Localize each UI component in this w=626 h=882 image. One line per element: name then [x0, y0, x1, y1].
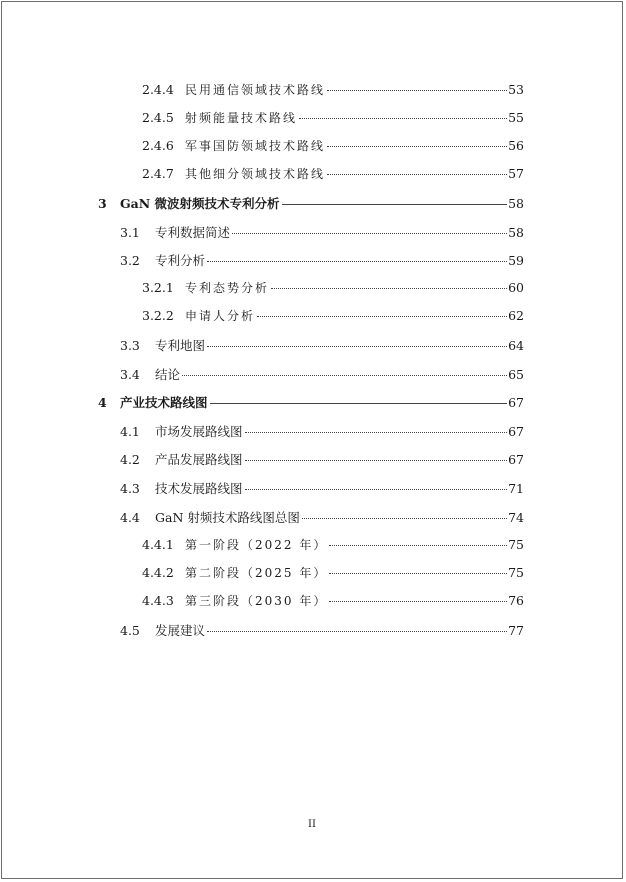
toc-leader: [302, 518, 507, 519]
toc-entry-title: GaN 微波射频技术专利分析: [120, 196, 280, 211]
toc-entry-page: 62: [508, 308, 524, 323]
toc-entry[interactable]: [120, 251, 524, 269]
toc-leader: [329, 545, 507, 546]
toc-leader: [282, 204, 508, 205]
toc-entry-number: 3.3: [120, 338, 140, 353]
toc-entry-title: 专利地图: [155, 338, 206, 353]
toc-entry-number: 3.4: [120, 367, 140, 382]
toc-entry-page: 65: [508, 367, 524, 382]
toc-entry-page: 77: [508, 623, 524, 638]
toc-entry-title: 发展建议: [155, 623, 206, 638]
toc-entry[interactable]: [120, 450, 524, 468]
document-page: [1, 1, 623, 879]
toc-entry-title: 产业技术路线图: [120, 395, 208, 410]
toc-entry-title: 军事国防领域技术路线: [185, 139, 326, 153]
toc-leader: [210, 403, 508, 404]
toc-entry-page: 60: [508, 280, 524, 295]
toc-entry-number: 4: [98, 395, 107, 410]
toc-entry-page: 53: [508, 82, 524, 97]
toc-leader: [257, 316, 507, 317]
toc-entry-title: 第三阶段（2030 年）: [185, 594, 328, 608]
toc-entry-title: 专利分析: [155, 253, 206, 268]
toc-leader: [207, 261, 507, 262]
toc-entry-number: 4.4.3: [142, 593, 174, 608]
toc-entry-title: 民用通信领域技术路线: [185, 83, 326, 97]
toc-entry[interactable]: [142, 536, 524, 553]
toc-leader: [299, 118, 507, 119]
toc-leader: [329, 601, 507, 602]
toc-entry-page: 67: [508, 452, 524, 467]
toc-entry[interactable]: [120, 508, 524, 526]
toc-entry-title: 专利数据简述: [155, 225, 231, 240]
toc-entry[interactable]: [142, 279, 524, 296]
toc-entry-title: 市场发展路线图: [155, 424, 243, 439]
toc-entry-page: 76: [508, 593, 524, 608]
toc-leader: [271, 288, 507, 289]
toc-entry[interactable]: [98, 194, 524, 212]
toc-entry-page: 67: [508, 395, 524, 410]
toc-leader: [327, 90, 507, 91]
toc-entry[interactable]: [120, 223, 524, 241]
toc-entry-page: 58: [508, 196, 524, 211]
toc-leader: [245, 489, 508, 490]
toc-entry-title: 结论: [155, 367, 181, 382]
toc-leader: [245, 460, 508, 461]
toc-entry[interactable]: [142, 109, 524, 126]
toc-entry-number: 4.1: [120, 424, 140, 439]
toc-entry-title: GaN 射频技术路线图总图: [155, 510, 300, 525]
toc-entry-page: 74: [508, 510, 524, 525]
toc-entry[interactable]: [120, 422, 524, 440]
toc-leader: [329, 573, 507, 574]
toc-entry[interactable]: [120, 479, 524, 497]
toc-entry-page: 56: [508, 138, 524, 153]
toc-entry-number: 4.2: [120, 452, 140, 467]
toc-entry-title: 第一阶段（2022 年）: [185, 538, 328, 552]
toc-entry-page: 57: [508, 166, 524, 181]
toc-leader: [327, 146, 507, 147]
toc-leader: [232, 233, 507, 234]
toc-entry[interactable]: [142, 137, 524, 154]
toc-entry-title: 射频能量技术路线: [185, 111, 298, 125]
toc-entry-title: 其他细分领域技术路线: [185, 167, 326, 181]
toc-entry-number: 3.2: [120, 253, 140, 268]
toc-entry[interactable]: [142, 81, 524, 98]
toc-leader: [182, 375, 507, 376]
toc-entry-number: 3.2.1: [142, 280, 174, 295]
toc-entry-title: 技术发展路线图: [155, 481, 243, 496]
toc-entry-number: 3.2.2: [142, 308, 174, 323]
toc-entry[interactable]: [142, 307, 524, 324]
toc-entry[interactable]: [142, 592, 524, 609]
toc-entry[interactable]: [98, 393, 524, 411]
toc-entry-number: 4.4.1: [142, 537, 174, 552]
toc-entry-number: 4.4.2: [142, 565, 174, 580]
toc-entry-title: 专利态势分析: [185, 281, 270, 295]
page-footer-number: II: [308, 819, 316, 830]
toc-entry[interactable]: [120, 365, 524, 383]
toc-entry-page: 71: [508, 481, 524, 496]
toc-leader: [245, 432, 508, 433]
toc-entry-page: 58: [508, 225, 524, 240]
toc-entry-title: 第二阶段（2025 年）: [185, 566, 328, 580]
toc-entry-page: 59: [508, 253, 524, 268]
toc-leader: [327, 174, 507, 175]
toc-entry-title: 产品发展路线图: [155, 452, 243, 467]
toc-leader: [207, 631, 507, 632]
toc-entry-number: 2.4.4: [142, 82, 174, 97]
toc-entry-page: 64: [508, 338, 524, 353]
toc-entry-number: 2.4.5: [142, 110, 174, 125]
toc-entry-page: 75: [508, 537, 524, 552]
toc-entry-page: 67: [508, 424, 524, 439]
toc-entry-number: 2.4.6: [142, 138, 174, 153]
toc-entry[interactable]: [120, 621, 524, 639]
toc-leader: [207, 346, 507, 347]
toc-entry-number: 4.4: [120, 510, 140, 525]
toc-entry[interactable]: [142, 564, 524, 581]
toc-entry-number: 3.1: [120, 225, 140, 240]
toc-entry[interactable]: [142, 165, 524, 182]
toc-entry-page: 75: [508, 565, 524, 580]
toc-entry-number: 3: [98, 196, 107, 211]
toc-entry-page: 55: [508, 110, 524, 125]
toc-entry-number: 2.4.7: [142, 166, 174, 181]
toc-entry-number: 4.5: [120, 623, 140, 638]
toc-entry[interactable]: [120, 336, 524, 354]
toc-entry-number: 4.3: [120, 481, 140, 496]
toc-entry-title: 申请人分析: [185, 309, 256, 323]
